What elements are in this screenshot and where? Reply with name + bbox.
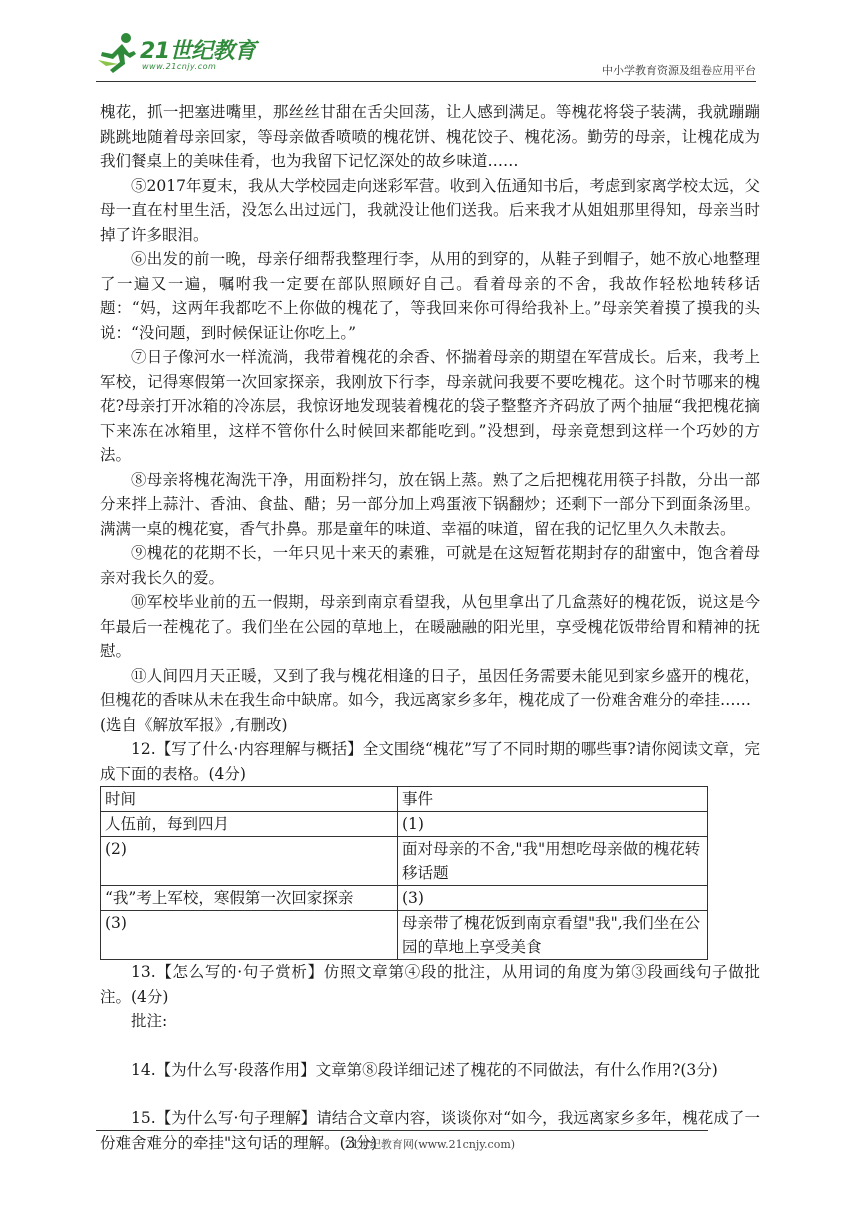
table-row: [101, 837, 708, 886]
answer-space[interactable]: [100, 1034, 760, 1058]
article-paragraph-11: ⑪人间四月天正暖，又到了我与槐花相逢的日子，虽因任务需要未能见到家乡盛开的槐花，但槐花的香味从未在我生命中缺席。如今，我远离家乡多年，槐花成了一份难舍难分的牵挂……: [100, 666, 760, 709]
question-13: 13.【怎么写的·句子赏析】仿照文章第④段的批注，从用词的角度为第③段画线句子做批注。(4分): [100, 963, 760, 1006]
article-paragraph-8: ⑧母亲将槐花淘洗干净，用面粉拌匀，放在锅上蒸。熟了之后把槐花用筷子抖散，分出一部分来拌上蒜汁、香油、食盐、醋；另一部分加上鸡蛋液下锅翻炒；还剩下一部分下到面条汤里。满满一桌的槐花宴，香气扑鼻。那是童年的味道、幸福的味道，留在我的记忆里久久未散去。: [100, 470, 760, 538]
footer-divider: [96, 1130, 708, 1131]
page-header: [96, 30, 756, 82]
table-cell: 面对母亲的不舍,"我"用想吃母亲做的槐花转移话题: [398, 837, 708, 886]
answer-space[interactable]: [100, 1082, 760, 1106]
table-header-row: [101, 787, 708, 812]
annotation-label: 批注:: [131, 1012, 168, 1030]
platform-name: 中小学教育资源及组卷应用平台: [602, 64, 756, 77]
table-header-time: 时间: [101, 787, 398, 812]
table-cell: 人伍前，每到四月: [101, 812, 398, 837]
table-cell: 母亲带了槐花饭到南京看望"我",我们坐在公园的草地上享受美食: [398, 911, 708, 960]
article-paragraph-10: ⑩军校毕业前的五一假期，母亲到南京看望我，从包里拿出了几盒蒸好的槐花饭，说这是今年最后一茬槐花了。我们坐在公园的草地上，在暖融融的阳光里，享受槐花饭带给胃和精神的抚慰。: [100, 593, 760, 660]
article-paragraph-9: ⑨槐花的花期不长，一年只见十来天的素雅，可就是在这短暂花期封存的甜蜜中，饱含着母亲对我长久的爱。: [100, 544, 760, 587]
table-cell[interactable]: (3): [101, 911, 398, 960]
logo-url: www.21cnjy.com: [142, 62, 217, 71]
table-cell[interactable]: (2): [101, 837, 398, 886]
table-row: [101, 911, 708, 960]
question-12: 12.【写了什么·内容理解与概括】全文围绕“槐花”写了不同时期的哪些事?请你阅读文章，完成下面的表格。(4分): [100, 740, 760, 783]
article-paragraph-continued: 槐花，抓一把塞进嘴里，那丝丝甘甜在舌尖回荡，让人感到满足。等槐花将袋子装满，我就蹦蹦跳跳地随着母亲回家，等母亲做香喷喷的槐花饼、槐花饺子、槐花汤。勤劳的母亲，让槐花成为我们餐桌上的美味佳肴，也为我留下记忆深处的故乡味道……: [100, 103, 760, 170]
article-paragraph-7: ⑦日子像河水一样流淌，我带着槐花的余香、怀揣着母亲的期望在军营成长。后来，我考上军校，记得寒假第一次回家探亲，我刚放下行李，母亲就问我要不要吃槐花。这个时节哪来的槐花?母亲打开冰箱的冷冻层，我惊讶地发现装着槐花的袋子整整齐齐码放了两个抽屉“我把槐花摘下来冻在冰箱里，这样不管你什么时候回来都能吃到。”没想到，母亲竟想到这样一个巧妙的方法。: [100, 348, 760, 464]
table-cell: “我”考上军校，寒假第一次回家探亲: [101, 886, 398, 911]
question-15: 15.【为什么写·句子理解】请结合文章内容，谈谈你对“如今，我远离家乡多年，槐花成了一份难舍难分的牵挂"这句话的理解。(3分): [100, 1109, 760, 1152]
article-paragraph-5: ⑤2017年夏末，我从大学校园走向迷彩军营。收到入伍通知书后，考虑到家离学校太远，父母一直在村里生活，没怎么出过远门，我就没让他们送我。后来我才从姐姐那里得知，母亲当时掉了许多眼泪。: [100, 176, 760, 244]
table-row: [101, 812, 708, 837]
table-header-event: 事件: [398, 787, 708, 812]
article-source: (选自《解放军报》,有删改): [100, 715, 288, 734]
answer-table: [100, 786, 708, 960]
logo-text: 21世纪教育: [140, 39, 256, 64]
question-14: 14.【为什么写·段落作用】文章第⑧段详细记述了槐花的不同做法，有什么作用?(3分): [131, 1060, 718, 1079]
page-footer[interactable]: 21世纪教育网(www.21cnjy.com): [344, 1138, 516, 1151]
table-row: [101, 886, 708, 911]
table-cell[interactable]: (3): [398, 886, 708, 911]
header-divider: [96, 81, 756, 82]
site-logo[interactable]: [96, 30, 266, 76]
runner-logo-icon: [96, 30, 142, 76]
article-paragraph-6: ⑥出发的前一晚，母亲仔细帮我整理行李，从用的到穿的，从鞋子到帽子，她不放心地整理了一遍又一遍，嘱咐我一定要在部队照顾好自己。看着母亲的不舍，我故作轻松地转移话题：“妈，这两年我都吃不上你做的槐花了，等我回来你可得给我补上。”母亲笑着摸了摸我的头说：“没问题，到时候保证让你吃上。”: [100, 250, 760, 342]
document-body: [100, 100, 760, 1155]
table-cell[interactable]: (1): [398, 812, 708, 837]
